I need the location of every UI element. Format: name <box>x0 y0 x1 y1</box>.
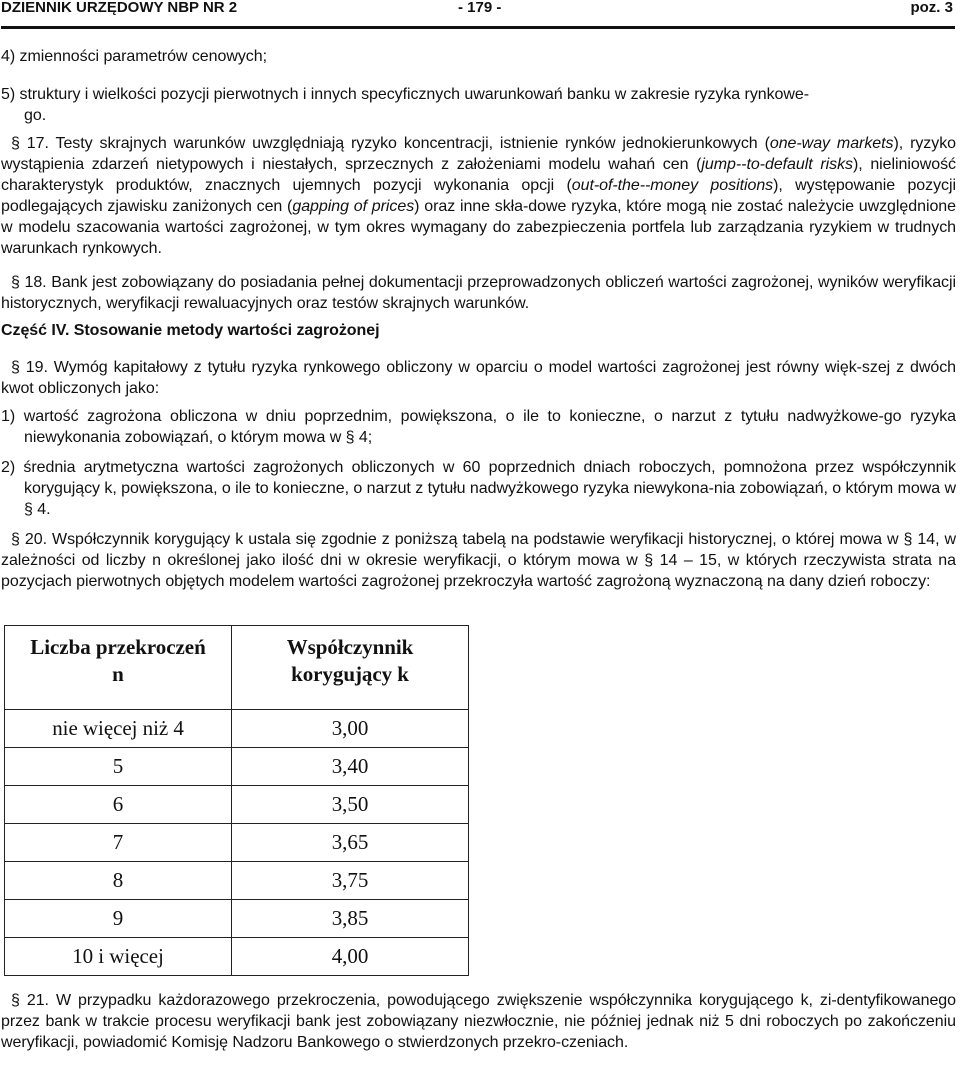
table-row <box>5 748 469 786</box>
section-heading: Część IV. Stosowanie metody wartości zagrożonej <box>1 322 380 339</box>
paragraph-17-term-2: jump--to-default risks <box>701 156 853 173</box>
table-row <box>5 938 469 976</box>
list-item-5 <box>1 84 956 126</box>
journal-title: DZIENNIK URZĘDOWY NBP NR 2 <box>1 0 238 16</box>
paragraph-17-term-3: out-of-the--money positions <box>571 177 774 194</box>
paragraph-18-text: Bank jest zobowiązany do posiadania pełnej dokumentacji przeprowadzonych obliczeń wartości zagrożonej, wyników weryfikacji historycznych, weryfikacji rewaluacyjnych oraz testów skrajnych warunków. <box>1 274 956 312</box>
paragraph-17-text-3: ), nieliniowość charakterystyk produktów, znacznych ujemnych pozycji wykonania opcji ( <box>1 156 956 194</box>
table-row <box>5 710 469 748</box>
list-item-5-line2: go. <box>24 107 47 124</box>
coefficient-table <box>4 625 469 976</box>
table-header-coefficient <box>232 626 469 710</box>
header-line: n <box>112 662 124 686</box>
table-cell-n: 10 i więcej <box>5 938 232 976</box>
table-cell-k: 4,00 <box>232 938 469 976</box>
list-item-5-line1: 5) struktury i wielkości pozycji pierwotnych i innych specyficznych uwarunkowań banku w zakresie ryzyka rynkowe- <box>1 86 810 103</box>
paragraph-20 <box>1 529 956 592</box>
paragraph-17-term-4: gapping of prices <box>292 198 415 215</box>
paragraph-17-sign: § 17. <box>11 135 49 152</box>
paragraph-21-sign: § 21. <box>11 992 49 1009</box>
table-cell-k: 3,75 <box>232 862 469 900</box>
table-cell-n: nie więcej niż 4 <box>5 710 232 748</box>
table-cell-k: 3,50 <box>232 786 469 824</box>
table-cell-n: 7 <box>5 824 232 862</box>
paragraph-17-text-5: ) oraz inne skła-dowe ryzyka, które mogą nie zostać należycie uwzględnione w modelu szacowania wartości zagrożonej, w tym okres wymagany do zabezpieczenia portfela lub zarządzania ryzykiem w trudnych warunkach rynkowych. <box>1 198 957 257</box>
paragraph-20-text: Współczynnik korygujący k ustala się zgodnie z poniższą tabelą na podstawie weryfikacji historycznej, o której mowa w § 14, w zależności od liczby n określonej jako ilość dni w okresie weryfikacji, o którym mowa w § 14 – 15, w których rzeczywista strata na pozycjach pierwotnych objętych modelem wartości zagrożonej przekroczyła wartość zagrożoną wyznaczoną na dany dzień roboczy: <box>1 531 956 590</box>
paragraph-17 <box>1 133 956 259</box>
paragraph-17-text-2: ), ryzyko wystąpienia zdarzeń nietypowych i niestałych, sprzecznych z założeniami modelu wahań cen ( <box>1 135 956 173</box>
table-cell-k: 3,40 <box>232 748 469 786</box>
paragraph-21 <box>1 990 956 1053</box>
page-number: - 179 - <box>458 0 502 16</box>
paragraph-19 <box>1 357 956 399</box>
table-cell-n: 9 <box>5 900 232 938</box>
paragraph-17-text-1: Testy skrajnych warunków uwzględniają ryzyko koncentracji, istnienie rynków jednokierunkowych ( <box>48 135 770 152</box>
table-row <box>5 824 469 862</box>
table-row <box>5 862 469 900</box>
paragraph-19-text: Wymóg kapitałowy z tytułu ryzyka rynkowego obliczony w oparciu o model wartości zagrożonej jest równy więk-szej z dwóch kwot obliczonych jako: <box>1 359 956 397</box>
table-header-row <box>5 626 469 710</box>
paragraph-21-text: W przypadku każdorazowego przekroczenia, powodującego zwiększenie współczynnika korygującego k, zi-dentyfikowanego przez bank w trakcie procesu weryfikacji bank jest zobowiązany niezwłocznie, nie później jednak niż 5 dni roboczych po zakończeniu weryfikacji, powiadomić Komisję Nadzoru Bankowego o stwierdzonych przekro-czeniach. <box>1 992 956 1051</box>
table-cell-n: 6 <box>5 786 232 824</box>
header-line: Liczba przekroczeń <box>30 635 206 659</box>
list-item-4: 4) zmienności parametrów cenowych; <box>1 48 267 65</box>
table-header-exceedances <box>5 626 232 710</box>
table-cell-n: 8 <box>5 862 232 900</box>
table-cell-k: 3,85 <box>232 900 469 938</box>
header-line: Współczynnik <box>286 635 414 659</box>
paragraph-20-sign: § 20. <box>11 531 47 548</box>
table-cell-n: 5 <box>5 748 232 786</box>
paragraph-19-sign: § 19. <box>11 359 48 376</box>
paragraph-18-sign: § 18. <box>11 274 47 291</box>
paragraph-19-item-1: 1) wartość zagrożona obliczona w dniu poprzednim, powiększona, o ile to konieczne, o narzut z tytułu nadwyżkowe-go ryzyka niewykonania zobowiązań, o którym mowa w § 4; <box>1 408 956 446</box>
table-row <box>5 786 469 824</box>
table-cell-k: 3,65 <box>232 824 469 862</box>
page-header <box>1 0 955 29</box>
header-line: korygujący k <box>291 662 409 686</box>
paragraph-17-text-4: ), występowanie pozycji podlegających zjawisku zaniżonych cen ( <box>1 177 956 215</box>
paragraph-19-item-2: 2) średnia arytmetyczna wartości zagrożonych obliczonych w 60 poprzednich dniach roboczych, pomnożona przez współczynnik korygujący k, powiększona, o ile to konieczne, o narzut z tytułu nadwyżkowego ryzyka niewykona-nia zobowiązań, o którym mowa w § 4. <box>1 459 956 518</box>
position-number: poz. 3 <box>910 0 953 16</box>
table-cell-k: 3,00 <box>232 710 469 748</box>
table-row <box>5 900 469 938</box>
paragraph-17-term-1: one-way markets <box>769 135 894 152</box>
paragraph-18 <box>1 272 956 314</box>
